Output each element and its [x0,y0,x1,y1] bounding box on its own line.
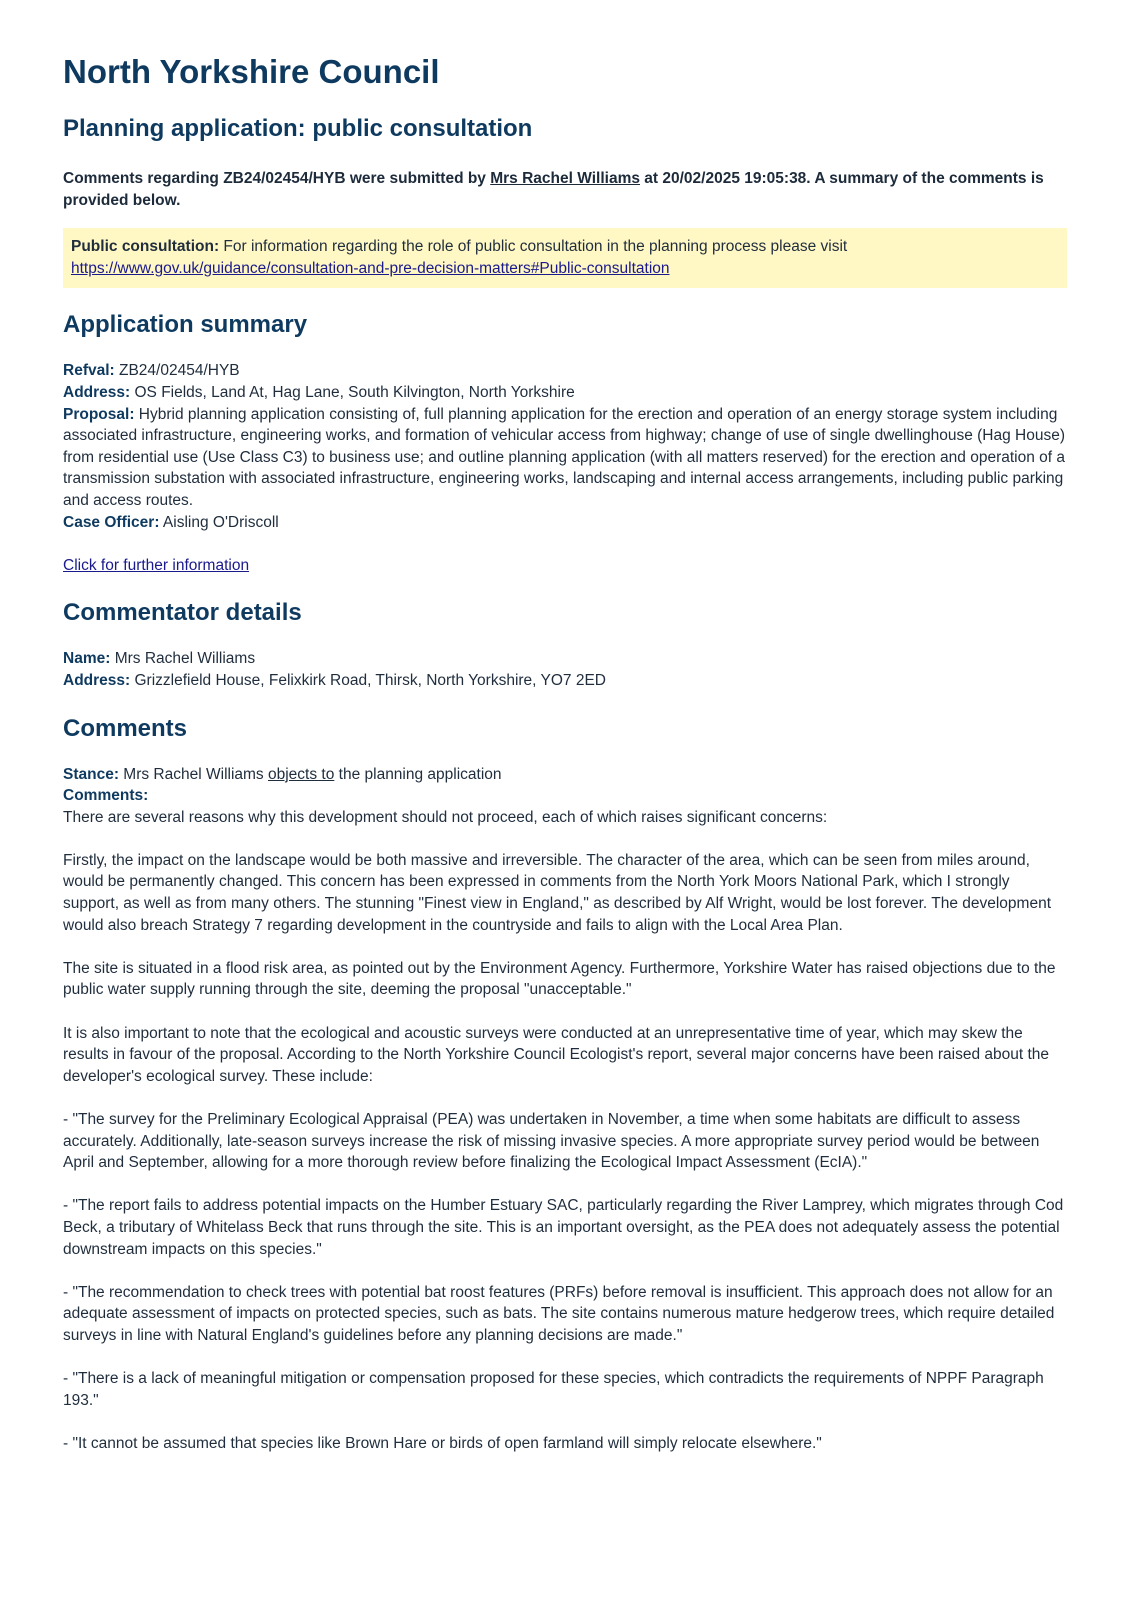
comment-paragraph: It is also important to note that the ecological and acoustic surveys were conducted at an unrepresentative time of year, which may skew the results in favour of the proposal. According to the North Yorkshire Council Ecologist's report, several major concerns have been raised about the developer's ecological survey. These include: [63,1024,1050,1085]
stance-objects-link[interactable]: objects to [267,765,335,783]
stance-label: Stance: [63,765,119,783]
intro-prefix: Comments regarding ZB24/02454/HYB were submitted by [63,170,491,187]
comments-label: Comments: [63,787,149,805]
proposal-row [63,404,1067,512]
stance-row [63,764,1067,786]
council-title: North Yorkshire Council [63,53,440,90]
notice-text: For information regarding the role of public consultation in the planning process please visit [219,238,848,256]
application-summary [63,360,1067,576]
refval-label: Refval: [63,362,115,380]
comments-section [63,764,1067,1455]
refval-row [63,360,1067,382]
case-officer-row [63,512,1067,534]
public-consultation-notice [63,228,1067,288]
commentator-name-label: Name: [63,650,111,668]
comment-paragraph: There are several reasons why this development should not proceed, each of which raises significant concerns: [63,808,828,826]
address-value: OS Fields, Land At, Hag Lane, South Kilvington, North Yorkshire [130,383,575,401]
comment-paragraph: The site is situated in a flood risk area, as pointed out by the Environment Agency. Furthermore, Yorkshire Water has raised objections due to the public water supply running through the site, deeming the proposal "unacceptable." [63,959,1056,999]
commentator-address-value: Grizzlefield House, Felixkirk Road, Thirsk, North Yorkshire, YO7 2ED [130,671,606,689]
submitter-name-link[interactable]: Mrs Rachel Williams [490,170,640,187]
comment-paragraph: - "The recommendation to check trees with potential bat roost features (PRFs) before removal is insufficient. This approach does not allow for an adequate assessment of impacts on protected species, such as bats. The site contains numerous mature hedgerow trees, which require detailed surveys in line with Natural England's guidelines before any planning decisions are made." [63,1283,1055,1344]
stance-suffix: the planning application [334,765,502,783]
case-officer-value: Aisling O'Driscoll [159,513,279,531]
further-information-link[interactable]: Click for further information [63,556,250,574]
comments-heading: Comments [63,714,188,742]
proposal-label: Proposal: [63,405,135,423]
commentator-name-value: Mrs Rachel Williams [110,650,256,668]
address-label: Address: [63,383,131,401]
application-summary-heading: Application summary [63,311,308,339]
commentator-details-heading: Commentator details [63,599,302,627]
comment-paragraph: - "There is a lack of meaningful mitigation or compensation proposed for these species, which contradicts the requirements of NPPF Paragraph 193." [63,1370,1044,1409]
document-page [63,52,1067,1455]
comment-paragraph: - "The survey for the Preliminary Ecological Appraisal (PEA) was undertaken in November, a time when some habitats are difficult to assess accurately. Additionally, late-season surveys increase the risk of missing invasive species. A more appropriate survey period would be between April and September, allowing for a more thorough review before finalizing the Ecological Impact Assessment (EcIA)." [63,1111,1040,1172]
comment-paragraph: Firstly, the impact on the landscape would be both massive and irreversible. The character of the area, which can be seen from miles around, would be permanently changed. This concern has been expressed in comments from the North York Moors National Park, which I strongly support, as well as from many others. The stunning "Finest view in England," as described by Alf Wright, would be lost forever. The development would also breach Strategy 7 regarding development in the countryside and fails to align with the Local Area Plan. [63,851,1052,934]
intro-suffix: at 20/02/2025 19:05:38. A summary of the comments is provided below. [63,170,1044,209]
consultation-url-link[interactable]: https://www.gov.uk/guidance/consultation-and-pre-decision-matters#Public-consultation [71,259,670,277]
comment-paragraph: - "The report fails to address potential impacts on the Humber Estuary SAC, particularly regarding the River Lamprey, which migrates through Cod Beck, a tributary of Whitelass Beck that runs through the site. This is an important oversight, as the PEA does not adequately assess the potential downstream impacts on this species." [63,1197,1064,1258]
commentator-details [63,648,1067,691]
refval-value: ZB24/02454/HYB [114,362,240,380]
comment-paragraph: - "It cannot be assumed that species like Brown Hare or birds of open farmland will simply relocate elsewhere." [63,1434,822,1452]
address-row [63,382,1067,404]
page-subtitle: Planning application: public consultation [63,115,533,142]
submission-intro [63,168,1067,211]
commentator-address-label: Address: [63,671,131,689]
stance-prefix: Mrs Rachel Williams [119,765,268,783]
proposal-value: Hybrid planning application consisting of, full planning application for the erection and operation of an energy storage system including associated infrastructure, engineering works, and formation of vehicular access from highway; change of use of single dwellinghouse (Hag House) from residential use (Use Class C3) to business use; and outline planning application (with all matters reserved) for the erection and operation of a transmission substation with associated infrastructure, engineering works, landscaping and internal access arrangements, including public parking and access routes. [63,405,1066,509]
case-officer-label: Case Officer: [63,513,160,531]
notice-label: Public consultation: [71,238,220,256]
commentator-name-row [63,648,1067,670]
commentator-address-row [63,670,1067,692]
